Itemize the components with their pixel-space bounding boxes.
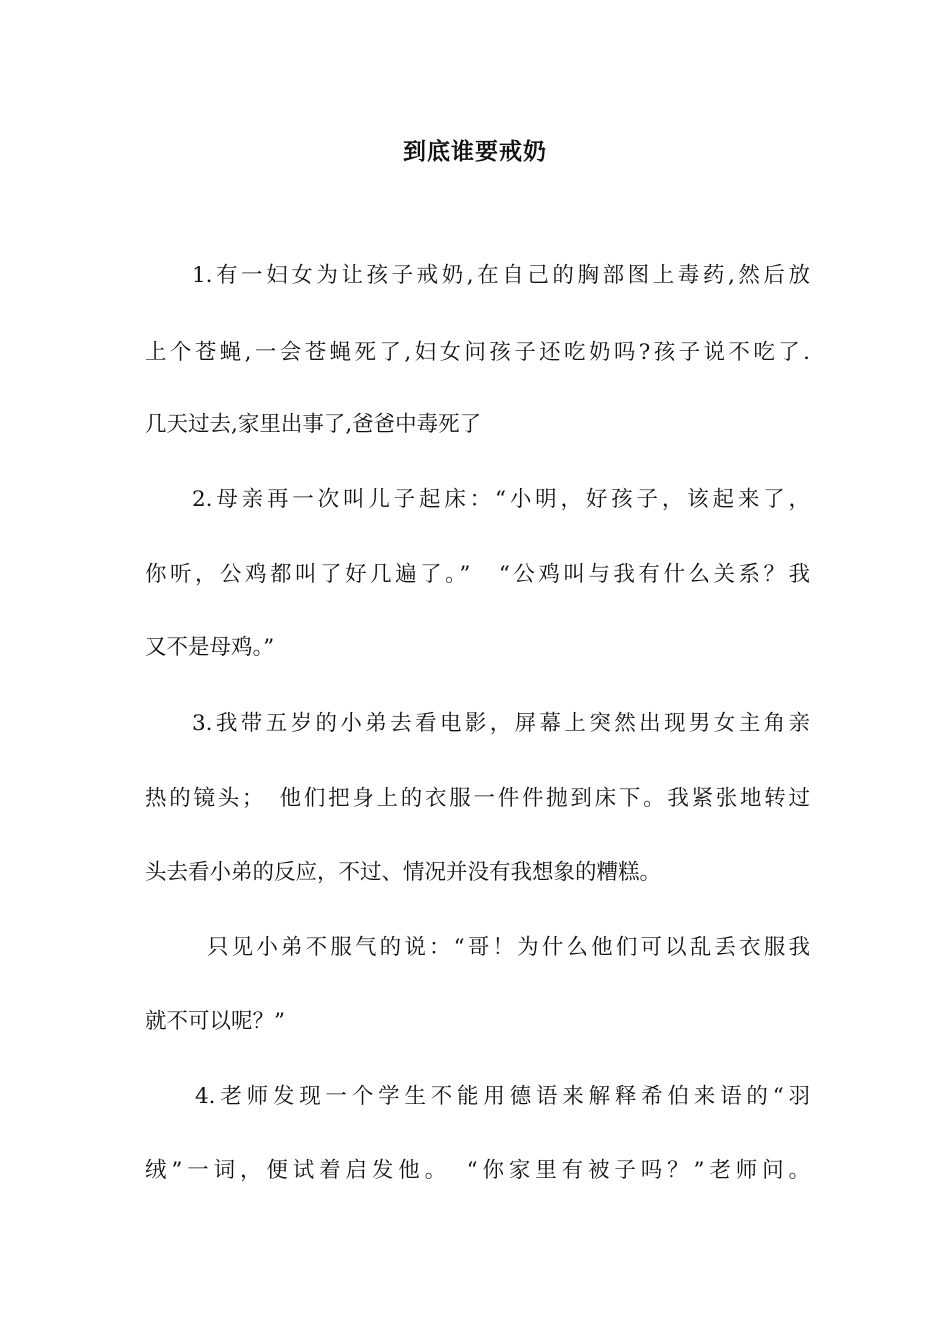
- paragraph-2-line-3: 又不是母鸡。”: [145, 635, 275, 660]
- paragraph-5-line-1: 4.老师发现一个学生不能用德语来解释希伯来语的“羽: [195, 1084, 810, 1109]
- paragraph-5-line-2: 绒”一词，便试着启发他。 “你家里有被子吗？”老师问。: [145, 1158, 810, 1183]
- paragraph-1-line-2: 上个苍蝇,一会苍蝇死了,妇女问孩子还吃奶吗?孩子说不吃了.: [145, 340, 810, 365]
- paragraph-1-line-3: 几天过去,家里出事了,爸爸中毒死了: [145, 412, 482, 437]
- document-title: 到底谁要戒奶: [403, 139, 547, 165]
- paragraph-3-line-2: 热的镜头； 他们把身上的衣服一件件抛到床下。我紧张地转过: [145, 786, 810, 811]
- paragraph-4-line-2: 就不可以呢？”: [145, 1009, 285, 1034]
- paragraph-2-line-2: 你听，公鸡都叫了好几遍了。” “公鸡叫与我有什么关系？我: [145, 562, 810, 587]
- paragraph-3-line-3: 头去看小弟的反应，不过、情况并没有我想象的糟糕。: [145, 860, 662, 885]
- paragraph-1-line-1: 1.有一妇女为让孩子戒奶,在自己的胸部图上毒药,然后放: [192, 263, 810, 288]
- paragraph-2-line-1: 2.母亲再一次叫儿子起床：“小明，好孩子，该起来了，: [192, 487, 810, 512]
- paragraph-4-line-1: 只见小弟不服气的说：“哥！为什么他们可以乱丢衣服我: [207, 935, 810, 960]
- paragraph-3-line-1: 3.我带五岁的小弟去看电影，屏幕上突然出现男女主角亲: [192, 711, 810, 736]
